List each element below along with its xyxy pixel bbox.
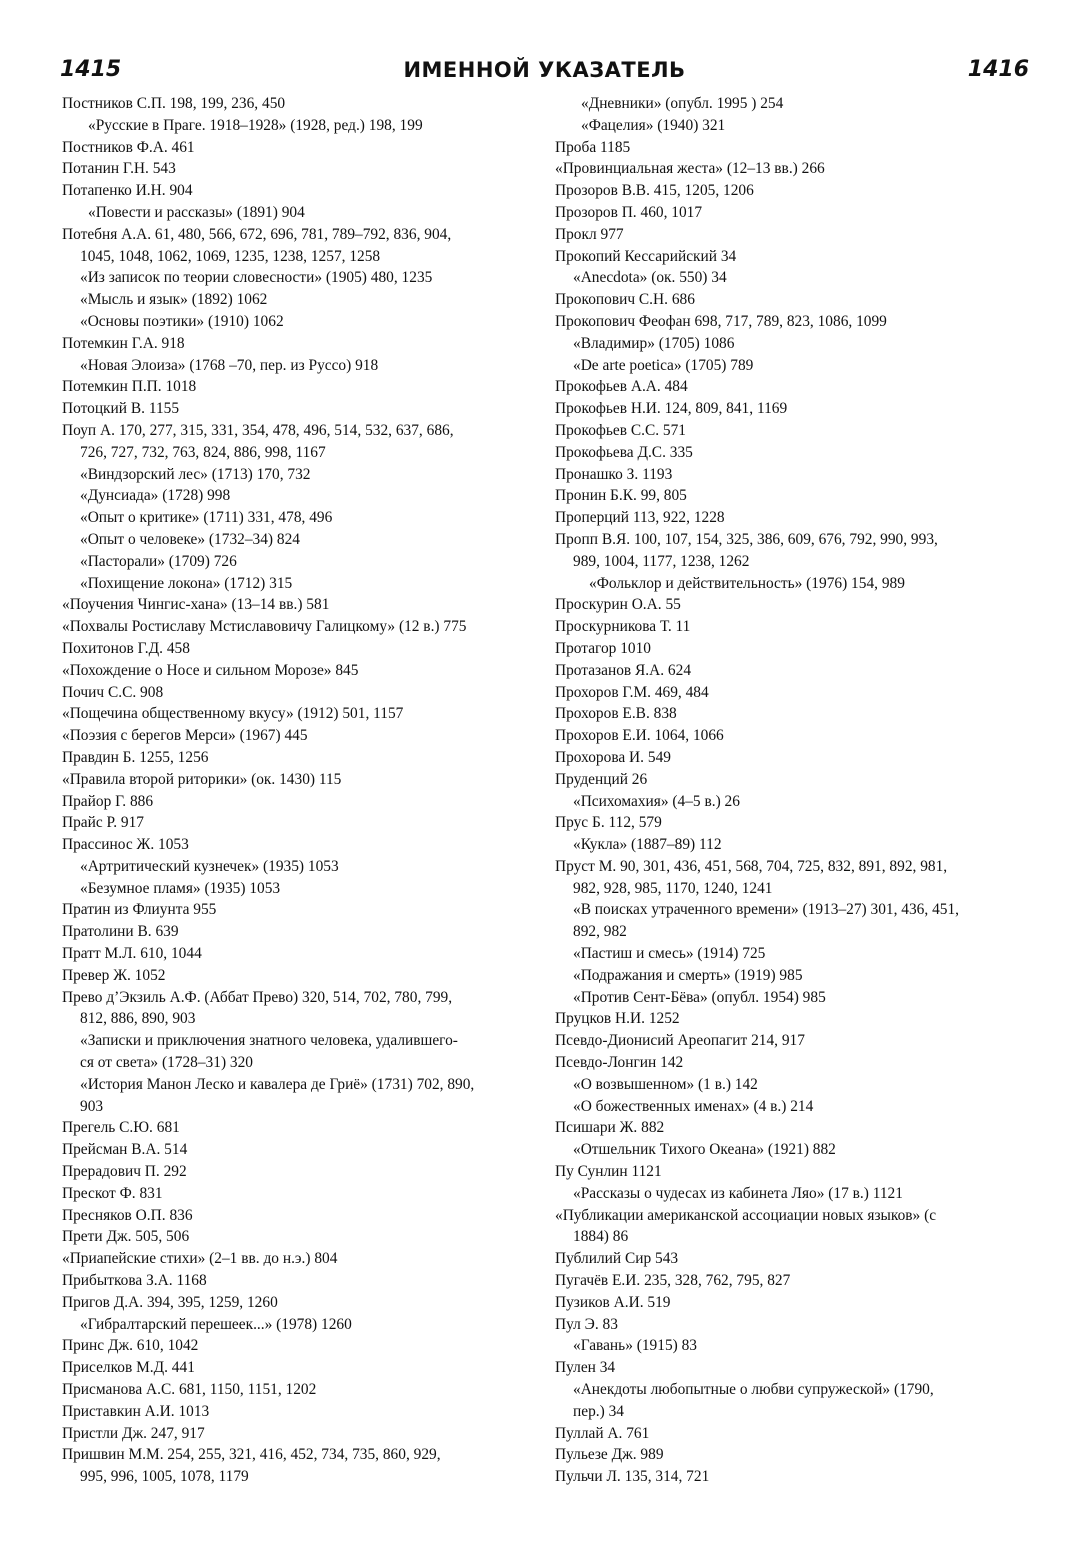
index-entry: «Фацелия» (1940) 321 (581, 116, 726, 134)
index-entry: Прохорова И. 549 (555, 748, 671, 766)
index-entry: «Правила второй риторики» (ок. 1430) 115 (62, 770, 342, 788)
index-entry: «Дневники» (опубл. 1995 ) 254 (581, 95, 784, 112)
index-entry: Прокл 977 (555, 225, 624, 243)
index-entry: «История Манон Леско и кавалера де Гриё» (1731) 702, 890, (80, 1075, 475, 1093)
index-entry: 989, 1004, 1177, 1238, 1262 (573, 552, 750, 570)
index-entry: «Опыт о критике» (1711) 331, 478, 496 (80, 509, 333, 527)
index-entry: «Приапейские стихи» (2–1 вв. до н.э.) 804 (62, 1250, 338, 1268)
index-entry: Почич С.С. 908 (62, 683, 164, 701)
running-title: ИМЕННОЙ УКАЗАТЕЛЬ (403, 58, 686, 82)
index-entry: «Дунсиада» (1728) 998 (80, 487, 231, 505)
index-entry: Постников С.П. 198, 199, 236, 450 (62, 95, 286, 112)
index-entry: «В поисках утраченного времени» (1913–27) 301, 436, 451, (573, 901, 959, 919)
index-entry: Приселков М.Д. 441 (62, 1359, 195, 1377)
index-entry: Правдин Б. 1255, 1256 (62, 748, 209, 766)
page-header (60, 56, 1029, 90)
index-entry: Прайс Р. 917 (62, 814, 144, 832)
index-entry: Проскурникова Т. 11 (555, 618, 691, 636)
index-entry: «О божественных именах» (4 в.) 214 (573, 1097, 814, 1115)
index-entry: Пратин из Флиунта 955 (62, 901, 217, 919)
index-entry: Псишари Ж. 882 (555, 1119, 665, 1137)
index-entry: Прохоров Е.В. 838 (555, 705, 677, 723)
index-entry: Проскурин О.А. 55 (555, 596, 681, 614)
index-entry: Псевдо-Дионисий Ареопагит 214, 917 (555, 1032, 805, 1050)
index-entry: Пульезе Дж. 989 (555, 1446, 664, 1464)
index-entry: Прозоров В.В. 415, 1205, 1206 (555, 182, 754, 200)
index-entry: «Кукла» (1887–89) 112 (573, 836, 722, 854)
index-entry: 812, 886, 890, 903 (80, 1010, 196, 1028)
index-entry: Пруст М. 90, 301, 436, 451, 568, 704, 725, 832, 891, 892, 981, (555, 857, 948, 875)
index-entry: Псевдо-Лонгин 142 (555, 1054, 684, 1072)
index-entry: Пуллай А. 761 (555, 1424, 650, 1442)
index-entry: «Основы поэтики» (1910) 1062 (80, 312, 284, 330)
index-entry: Постников Ф.А. 461 (62, 138, 195, 156)
index-entry: Прево д’Экзиль А.Ф. (Аббат Прево) 320, 514, 702, 780, 799, (62, 988, 453, 1006)
index-entry: ся от света» (1728–31) 320 (80, 1054, 254, 1072)
index-entry: «Похищение локона» (1712) 315 (80, 574, 293, 592)
index-entry: Пу Сунлин 1121 (555, 1163, 662, 1181)
index-entry: Потапенко И.Н. 904 (62, 182, 193, 200)
index-entry: Прокофьев Н.И. 124, 809, 841, 1169 (555, 400, 788, 418)
index-entry: Пратт М.Л. 610, 1044 (62, 945, 202, 963)
index-entry: Прескот Ф. 831 (62, 1184, 163, 1202)
index-entry: «Повести и рассказы» (1891) 904 (88, 203, 305, 221)
index-entry: Публилий Сир 543 (555, 1250, 679, 1268)
index-entry: «Виндзорский лес» (1713) 170, 732 (80, 465, 311, 483)
index-entry: «Отшельник Тихого Океана» (1921) 882 (573, 1141, 836, 1159)
index-entry: «Рассказы о чудесах из кабинета Ляо» (17 в.) 1121 (573, 1184, 903, 1202)
index-entry: «Похождение о Носе и сильном Морозе» 845 (62, 661, 359, 679)
index-entry: Присманова А.С. 681, 1150, 1151, 1202 (62, 1381, 317, 1399)
index-entry: Прерадович П. 292 (62, 1163, 187, 1181)
index-entry: «Владимир» (1705) 1086 (573, 334, 735, 352)
index-entry: Проба 1185 (555, 138, 631, 156)
index-entry: Прус Б. 112, 579 (555, 814, 662, 832)
index-entry: Прети Дж. 505, 506 (62, 1228, 190, 1246)
left-page-number: 1415 (60, 57, 122, 82)
index-entry: «Похвалы Ростиславу Мстиславовичу Галицкому» (12 в.) 775 (62, 618, 467, 636)
index-entry: «Пастиш и смесь» (1914) 725 (573, 945, 766, 963)
index-entry: Проперций 113, 922, 1228 (555, 509, 725, 527)
index-entry: «Русские в Праге. 1918–1928» (1928, ред.) 198, 199 (88, 116, 423, 134)
index-entry: Пригов Д.А. 394, 395, 1259, 1260 (62, 1293, 278, 1311)
index-entry: «Anecdota» (ок. 550) 34 (573, 269, 727, 287)
index-entry: «Поучения Чингис-хана» (13–14 вв.) 581 (62, 596, 330, 614)
index-entry: Похитонов Г.Д. 458 (62, 639, 190, 657)
left-column (62, 93, 532, 1488)
index-entry: Прохоров Е.И. 1064, 1066 (555, 727, 724, 745)
index-entry: «Провинциальная жеста» (12–13 вв.) 266 (555, 160, 825, 178)
index-entry: «Подражания и смерть» (1919) 985 (573, 966, 803, 984)
index-entry: «Поэзия с берегов Мерси» (1967) 445 (62, 727, 308, 745)
index-entry: «Мысль и язык» (1892) 1062 (80, 291, 268, 309)
index-entry: 726, 727, 732, 763, 824, 886, 998, 1167 (80, 443, 326, 461)
index-entry: Прохоров Г.М. 469, 484 (555, 683, 709, 701)
index-entry: «Новая Элоиза» (1768 –70, пер. из Руссо) 918 (80, 356, 379, 374)
index-entry: Прозоров П. 460, 1017 (555, 203, 703, 221)
index-entry: Прокофьев С.С. 571 (555, 421, 686, 439)
index-entry: 982, 928, 985, 1170, 1240, 1241 (573, 879, 773, 897)
index-entry: Пронашко З. 1193 (555, 465, 673, 483)
index-entry: «Анекдоты любопытные о любви супружеской» (1790, (573, 1381, 934, 1399)
index-entry: 903 (80, 1097, 104, 1115)
index-entry: Пресняков О.П. 836 (62, 1206, 193, 1224)
index-entry: Прейсман В.А. 514 (62, 1141, 188, 1159)
index-entry: Пронин Б.К. 99, 805 (555, 487, 687, 505)
index-entry: Поуп А. 170, 277, 315, 331, 354, 478, 496, 514, 532, 637, 686, (62, 421, 454, 439)
index-entry: «Из записок по теории словесности» (1905) 480, 1235 (80, 269, 433, 287)
index-entry: Пугачёв Е.И. 235, 328, 762, 795, 827 (555, 1272, 791, 1290)
index-entry: Превер Ж. 1052 (62, 966, 166, 984)
index-entry: 892, 982 (573, 923, 627, 941)
index-entry: Потебня А.А. 61, 480, 566, 672, 696, 781, 789–792, 836, 904, (62, 225, 452, 243)
right-page-number: 1416 (967, 57, 1029, 82)
index-entry: «Гавань» (1915) 83 (573, 1337, 698, 1355)
index-entry: 1045, 1048, 1062, 1069, 1235, 1238, 1257, 1258 (80, 247, 381, 265)
index-entry: «Пасторали» (1709) 726 (80, 552, 237, 570)
index-entry: «Публикации американской ассоциации новых языков» (с (555, 1206, 937, 1224)
index-entry: «Пощечина общественному вкусу» (1912) 501, 1157 (62, 705, 404, 723)
index-entry: Пруденций 26 (555, 770, 648, 788)
index-entry: Пристли Дж. 247, 917 (62, 1424, 205, 1442)
index-entry: Пруцков Н.И. 1252 (555, 1010, 680, 1028)
index-entry: Пулен 34 (555, 1359, 616, 1377)
index-entry: Прокопий Кессарийский 34 (555, 247, 737, 265)
index-entry: Прокофьев А.А. 484 (555, 378, 688, 396)
index-entry: «Записки и приключения знатного человека, удалившего- (80, 1032, 458, 1050)
index-entry: Пузиков А.И. 519 (555, 1293, 671, 1311)
index-entry: Прокофьева Д.С. 335 (555, 443, 693, 461)
index-entry: «О возвышенном» (1 в.) 142 (573, 1075, 758, 1093)
index-entry: Пришвин М.М. 254, 255, 321, 416, 452, 734, 735, 860, 929, (62, 1446, 441, 1464)
index-entry: Протагор 1010 (555, 639, 651, 657)
index-entry: Потемкин П.П. 1018 (62, 378, 197, 396)
index-entry: Принс Дж. 610, 1042 (62, 1337, 199, 1355)
index-entry: пер.) 34 (573, 1402, 624, 1420)
index-entry: Потемкин Г.А. 918 (62, 334, 185, 352)
index-entry: Потоцкий В. 1155 (62, 400, 180, 418)
index-entry: Пул Э. 83 (555, 1315, 618, 1333)
index-entry: «Психомахия» (4–5 в.) 26 (573, 792, 740, 810)
index-entry: «Против Сент-Бёва» (опубл. 1954) 985 (573, 988, 826, 1006)
index-entry: Прассинос Ж. 1053 (62, 836, 189, 854)
index-entry: «Фольклор и действительность» (1976) 154, 989 (589, 574, 905, 592)
index-entry: Потанин Г.Н. 543 (62, 160, 176, 178)
index-entry: 1884) 86 (573, 1228, 629, 1246)
index-entry: «De arte poetica» (1705) 789 (573, 356, 754, 374)
index-entry: Прайор Г. 886 (62, 792, 154, 810)
index-entry: «Артритический кузнечек» (1935) 1053 (80, 857, 339, 875)
index-entry: Прокопович Феофан 698, 717, 789, 823, 1086, 1099 (555, 312, 887, 330)
index-entry: «Безумное пламя» (1935) 1053 (80, 879, 281, 897)
index-entry: «Опыт о человеке» (1732–34) 824 (80, 530, 300, 548)
index-entry: 995, 996, 1005, 1078, 1179 (80, 1468, 249, 1486)
index-entry: Пульчи Л. 135, 314, 721 (555, 1468, 710, 1486)
index-entry: Пропп В.Я. 100, 107, 154, 325, 386, 609, 676, 792, 990, 993, (555, 530, 938, 548)
index-entry: «Гибралтарский перешеек...» (1978) 1260 (80, 1315, 352, 1333)
index-entry: Пратолини В. 639 (62, 923, 179, 941)
index-entry: Прокопович С.Н. 686 (555, 291, 695, 309)
index-entry: Прибыткова З.А. 1168 (62, 1272, 207, 1290)
index-entry: Приставкин А.И. 1013 (62, 1402, 210, 1420)
right-column (555, 93, 1033, 1488)
index-entry: Протазанов Я.А. 624 (555, 661, 692, 679)
index-entry: Прегель С.Ю. 681 (62, 1119, 180, 1137)
